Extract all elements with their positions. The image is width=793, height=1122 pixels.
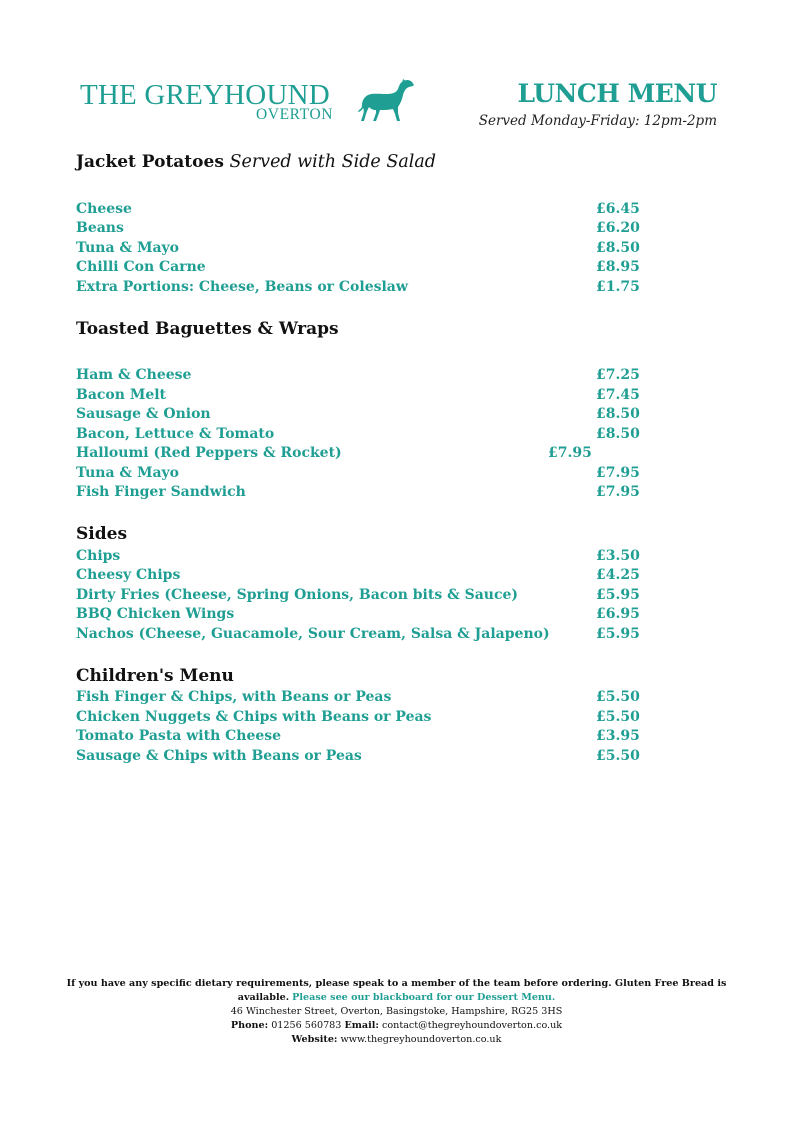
item-price: £5.95 (596, 587, 640, 603)
logo (80, 76, 420, 126)
dessert-note: Please see our blackboard for our Dessert Menu. (292, 992, 556, 1003)
item-price: £7.25 (596, 367, 640, 383)
menu-item (76, 425, 676, 444)
item-price: £5.50 (596, 748, 640, 764)
item-name: Chips (76, 548, 121, 564)
item-price: £5.50 (596, 689, 640, 705)
menu-item (76, 278, 676, 297)
item-name: Ham & Cheese (76, 367, 192, 383)
item-price: £4.25 (596, 567, 640, 583)
section-title: Toasted Baguettes & Wraps (76, 319, 339, 339)
item-name: Nachos (Cheese, Guacamole, Sour Cream, Salsa & Jalapeno) (76, 626, 550, 642)
section-heading-baguettes-wraps (76, 319, 339, 339)
phone-number: 01256 560783 (271, 1020, 342, 1031)
menu-title: LUNCH MENU (517, 79, 717, 108)
item-name: Tuna & Mayo (76, 240, 179, 256)
item-name: Cheesy Chips (76, 567, 181, 583)
section-title: Children's Menu (76, 666, 234, 686)
menu-subtitle: Served Monday-Friday: 12pm-2pm (478, 113, 717, 129)
menu-item (76, 386, 676, 405)
item-price: £8.50 (596, 406, 640, 422)
item-price: £3.95 (596, 728, 640, 744)
item-price: £8.50 (596, 240, 640, 256)
menu-item (76, 586, 676, 605)
menu-item (76, 747, 676, 766)
item-name: Fish Finger Sandwich (76, 484, 246, 500)
item-name: Tuna & Mayo (76, 465, 179, 481)
item-price: £7.95 (548, 445, 592, 461)
menu-item (76, 483, 676, 502)
item-name: Cheese (76, 201, 132, 217)
item-price: £8.95 (596, 259, 640, 275)
section-heading-childrens-menu (76, 666, 234, 686)
item-price: £7.95 (596, 484, 640, 500)
menu-item (76, 200, 676, 219)
footer-address: 46 Winchester Street, Overton, Basingstoke, Hampshire, RG25 3HS (230, 1006, 563, 1017)
section-title: Jacket Potatoes (76, 152, 224, 172)
item-name: Halloumi (Red Peppers & Rocket) (76, 445, 342, 461)
item-name: Chicken Nuggets & Chips with Beans or Peas (76, 709, 432, 725)
website-label: Website: (291, 1034, 338, 1045)
menu-item (76, 727, 676, 746)
item-price: £6.45 (596, 201, 640, 217)
menu-item (76, 625, 676, 644)
footer-contact (60, 1019, 733, 1033)
dietary-note: If you have any specific dietary requirements, please speak to a member of the team before ordering. Gluten Free Bread is available. (66, 978, 727, 1003)
logo-title: THE GREYHOUND (80, 79, 330, 111)
item-name: Dirty Fries (Cheese, Spring Onions, Bacon bits & Sauce) (76, 587, 519, 603)
item-price: £8.50 (596, 426, 640, 442)
item-price: £1.75 (596, 279, 640, 295)
menu-item (76, 566, 676, 585)
item-price: £6.95 (596, 606, 640, 622)
item-name: Sausage & Onion (76, 406, 211, 422)
section-heading-sides (76, 524, 127, 544)
item-name: Sausage & Chips with Beans or Peas (76, 748, 362, 764)
menu-item (76, 258, 676, 277)
item-name: Fish Finger & Chips, with Beans or Peas (76, 689, 392, 705)
greyhound-dog-icon (356, 76, 416, 124)
item-name: Extra Portions: Cheese, Beans or Coleslaw (76, 279, 408, 295)
website-url: www.thegreyhoundoverton.co.uk (340, 1034, 502, 1045)
email-label: Email: (344, 1020, 379, 1031)
section-heading-jacket-potatoes (76, 152, 436, 172)
section-title-suffix: Served with Side Salad (229, 152, 436, 172)
item-price: £7.45 (596, 387, 640, 403)
menu-item (76, 239, 676, 258)
menu-item (76, 464, 676, 483)
logo-subtitle: OVERTON (256, 106, 334, 123)
menu-item (76, 688, 676, 707)
item-name: Bacon, Lettuce & Tomato (76, 426, 275, 442)
phone-label: Phone: (230, 1020, 269, 1031)
email-address: contact@thegreyhoundoverton.co.uk (382, 1020, 563, 1031)
menu-item (76, 366, 676, 385)
item-name: BBQ Chicken Wings (76, 606, 235, 622)
item-name: Chilli Con Carne (76, 259, 206, 275)
menu-item (76, 547, 676, 566)
item-price: £5.95 (596, 626, 640, 642)
item-name: Bacon Melt (76, 387, 167, 403)
menu-item (76, 219, 676, 238)
item-price: £3.50 (596, 548, 640, 564)
menu-item (76, 444, 676, 463)
footer-notes (60, 977, 733, 1005)
menu-item (76, 405, 676, 424)
item-price: £7.95 (596, 465, 640, 481)
menu-item (76, 605, 676, 624)
footer (60, 977, 733, 1047)
item-price: £6.20 (596, 220, 640, 236)
footer-website (60, 1033, 733, 1047)
section-title: Sides (76, 524, 128, 544)
item-price: £5.50 (596, 709, 640, 725)
menu-item (76, 708, 676, 727)
item-name: Tomato Pasta with Cheese (76, 728, 282, 744)
item-name: Beans (76, 220, 124, 236)
